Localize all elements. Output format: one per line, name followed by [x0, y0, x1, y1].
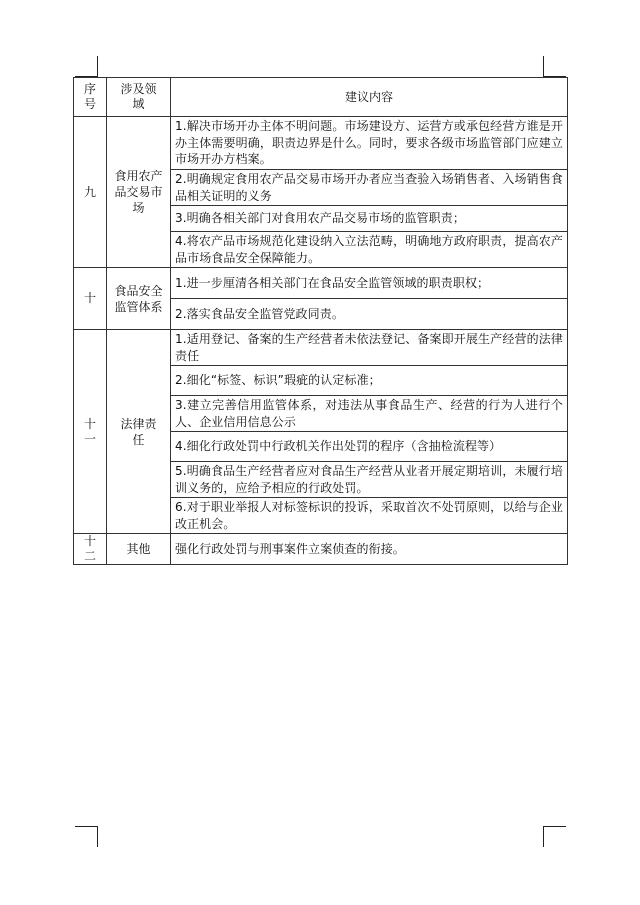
row-number: 十 — [74, 268, 107, 330]
suggestion-item: 1.解决市场开办主体不明问题。市场建设方、运营方或承包经营方谁是开办主体需要明确，职责边界是什么。同时，要求各级市场监管部门应建立市场开办方档案。 — [171, 117, 568, 170]
row-area: 其他 — [107, 534, 171, 565]
suggestion-item: 强化行政处罚与刑事案件立案侦查的衔接。 — [171, 534, 568, 565]
row-number: 九 — [74, 117, 107, 268]
suggestion-item: 1.进一步厘清各相关部门在食品安全监管领域的职责职权； — [171, 268, 568, 299]
crop-mark-bottom-left — [75, 826, 98, 847]
suggestion-item: 5.明确食品生产经营者应对食品生产经营从业者开展定期培训，未履行培训义务的，应给予相应的行政处罚。 — [171, 462, 568, 498]
suggestion-item: 4.将农产品市场规范化建设纳入立法范畴，明确地方政府职责，提高农产品市场食品安全保障能力。 — [171, 232, 568, 268]
table-row — [74, 268, 568, 299]
table-row — [74, 117, 568, 170]
row-area: 食品安全监管体系 — [107, 268, 171, 330]
suggestion-item: 2.细化“标签、标识”瑕疵的认定标准； — [171, 366, 568, 396]
suggestion-item: 2.落实食品安全监管党政同责。 — [171, 299, 568, 330]
header-area: 涉及领域 — [107, 78, 171, 117]
table-row — [74, 330, 568, 366]
table-header-row — [74, 78, 568, 117]
suggestion-item: 2.明确规定食用农产品交易市场开办者应当查验入场销售者、入场销售食品相关证明的义务 — [171, 170, 568, 206]
suggestion-table — [73, 77, 568, 565]
suggestion-item: 1.适用登记、备案的生产经营者未依法登记、备案即开展生产经营的法律责任 — [171, 330, 568, 366]
suggestion-item: 3.明确各相关部门对食用农产品交易市场的监管职责； — [171, 206, 568, 232]
suggestion-item: 3.建立完善信用监管体系，对违法从事食品生产、经营的行为人进行个人、企业信用信息公示 — [171, 396, 568, 432]
row-number: 十二 — [74, 534, 107, 565]
crop-mark-bottom-right — [543, 826, 566, 847]
table-row — [74, 534, 568, 565]
suggestion-item: 4.细化行政处罚中行政机关作出处罚的程序（含抽检流程等） — [171, 432, 568, 462]
header-no: 序号 — [74, 78, 107, 117]
row-number: 十一 — [74, 330, 107, 534]
row-area: 法律责任 — [107, 330, 171, 534]
row-area: 食用农产品交易市场 — [107, 117, 171, 268]
suggestion-item: 6.对于职业举报人对标签标识的投诉，采取首次不处罚原则，以给与企业改正机会。 — [171, 498, 568, 534]
crop-mark-top-left — [75, 56, 98, 77]
crop-mark-top-right — [543, 56, 566, 77]
header-content: 建议内容 — [171, 78, 568, 117]
